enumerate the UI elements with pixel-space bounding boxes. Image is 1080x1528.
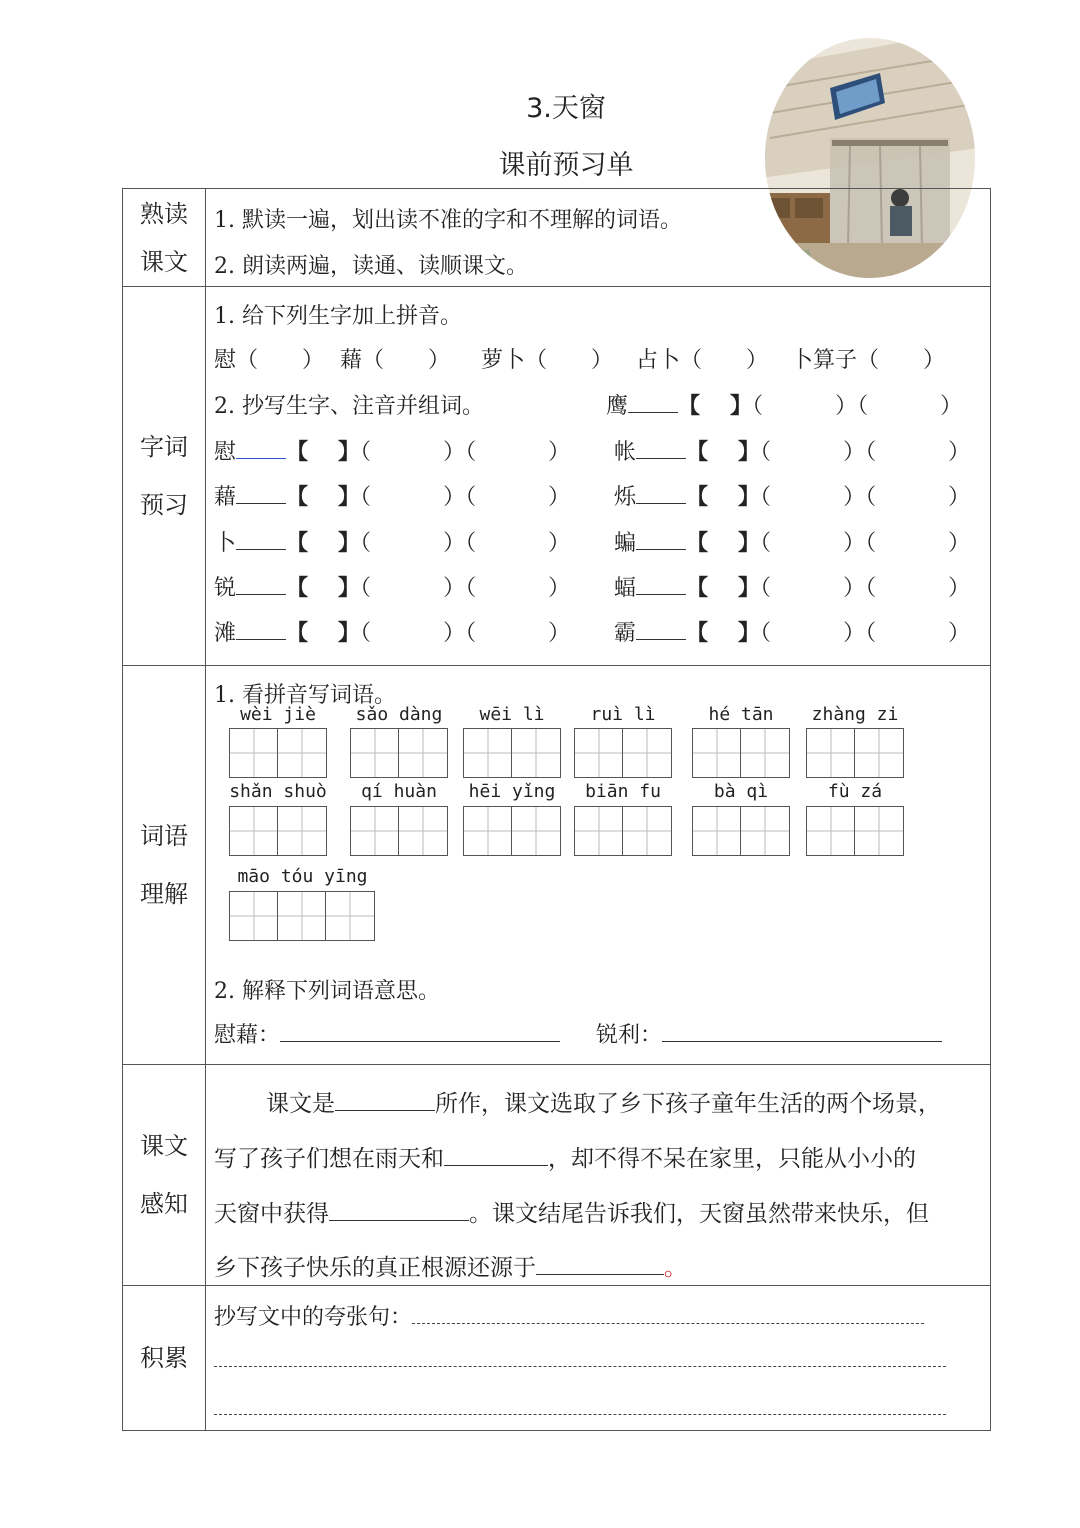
grid-square[interactable] xyxy=(575,729,623,777)
copy-sentence-row xyxy=(214,1348,946,1373)
grid-square[interactable] xyxy=(623,807,671,855)
section-header-read xyxy=(123,189,206,287)
instruction-line: 2. 朗读两遍，读通、读顺课文。 xyxy=(214,254,528,279)
text: 天窗中获得 xyxy=(214,1201,329,1227)
writing-grid[interactable] xyxy=(692,728,790,778)
header-line: 熟读 xyxy=(140,199,188,228)
copy-row: 烁 【 】（ ）（ ） xyxy=(614,485,971,510)
word-pinyin: shǎn shuò xyxy=(229,781,327,802)
grid-square[interactable] xyxy=(807,807,855,855)
grid-square[interactable] xyxy=(741,729,789,777)
writing-grid[interactable] xyxy=(229,728,327,778)
copy-row: 锐 【 】（ ）（ ） xyxy=(214,576,571,601)
text: 。课文结尾告诉我们，天窗虽然带来快乐，但 xyxy=(469,1201,929,1227)
answer-line[interactable] xyxy=(236,438,286,459)
copy-char: 滩 xyxy=(214,621,237,646)
word-pinyin: hēi yǐng xyxy=(468,781,556,802)
grid-square[interactable] xyxy=(741,807,789,855)
word-pinyin: sǎo dàng xyxy=(355,704,443,725)
question-2: 2. 解释下列词语意思。 xyxy=(214,979,440,1004)
worksheet-table xyxy=(122,188,991,1431)
text: 所作，课文选取了乡下孩子童年生活的两个场景， xyxy=(435,1091,941,1117)
copy-row: 藉 【 】（ ）（ ） xyxy=(214,485,571,510)
answer-line[interactable] xyxy=(236,529,286,550)
answer-line[interactable] xyxy=(236,574,286,595)
writing-grid[interactable] xyxy=(350,728,448,778)
question-1: 1. 看拼音写词语。 xyxy=(214,683,396,708)
writing-grid[interactable] xyxy=(806,728,904,778)
writing-grid[interactable] xyxy=(574,728,672,778)
grid-square[interactable] xyxy=(399,729,447,777)
grid-square[interactable] xyxy=(623,729,671,777)
copy-row: 蝙 【 】（ ）（ ） xyxy=(614,531,971,556)
header-line: 字词 xyxy=(140,433,188,461)
paragraph-line xyxy=(214,1249,687,1282)
page-title: 3.天窗 xyxy=(526,93,606,124)
copy-char: 蝙 xyxy=(614,531,637,556)
copy-char: 帐 xyxy=(614,440,637,465)
grid-square[interactable] xyxy=(230,892,278,940)
answer-line[interactable] xyxy=(636,619,686,640)
pinyin-char: 卜算子（ ） xyxy=(791,348,946,373)
paragraph-line xyxy=(266,1085,941,1118)
pinyin-char: 藉（ ） xyxy=(340,348,451,373)
pinyin-char: 占卜（ ） xyxy=(636,348,769,373)
term-label: 慰藉： xyxy=(214,1023,281,1048)
grid-square[interactable] xyxy=(351,807,399,855)
grid-square[interactable] xyxy=(807,729,855,777)
answer-line[interactable] xyxy=(329,1200,469,1221)
copy-row: 霸 【 】（ ）（ ） xyxy=(614,621,971,646)
writing-grid[interactable] xyxy=(574,806,672,856)
dashed-answer-line[interactable] xyxy=(412,1305,924,1324)
grid-square[interactable] xyxy=(399,807,447,855)
writing-grid[interactable] xyxy=(229,891,375,941)
grid-square[interactable] xyxy=(512,729,560,777)
writing-grid[interactable] xyxy=(463,728,561,778)
answer-line[interactable] xyxy=(444,1145,548,1166)
copy-char: 藉 xyxy=(214,485,237,510)
copy-char: 蝠 xyxy=(614,576,637,601)
grid-square[interactable] xyxy=(278,892,326,940)
word-pinyin: wēi lì xyxy=(479,704,545,725)
copy-char: 霸 xyxy=(614,621,637,646)
answer-line[interactable] xyxy=(536,1254,664,1275)
word-pinyin: biān fu xyxy=(585,781,661,802)
pinyin-char: 慰（ ） xyxy=(214,348,325,373)
word-pinyin: hé tān xyxy=(708,704,774,725)
answer-line[interactable] xyxy=(636,574,686,595)
grid-square[interactable] xyxy=(693,807,741,855)
dashed-answer-line[interactable] xyxy=(214,1396,946,1415)
copy-sentence-row xyxy=(214,1300,924,1331)
text: ，却不得不呆在家里，只能从小小的 xyxy=(548,1146,916,1172)
grid-square[interactable] xyxy=(278,807,326,855)
word-pinyin: zhàng zi xyxy=(811,704,899,725)
instruction-line: 1. 默读一遍，划出读不准的字和不理解的词语。 xyxy=(214,208,682,233)
answer-line[interactable] xyxy=(662,1021,942,1042)
grid-square[interactable] xyxy=(278,729,326,777)
writing-grid[interactable] xyxy=(350,806,448,856)
page-subtitle: 课前预习单 xyxy=(498,150,634,181)
copy-row: 滩 【 】（ ）（ ） xyxy=(214,621,571,646)
copy-row: 慰 【 】（ ）（ ） xyxy=(214,440,571,465)
header-line: 词语 xyxy=(140,822,188,850)
word-pinyin: māo tóu yīng xyxy=(237,866,368,887)
question-1: 1. 给下列生字加上拼音。 xyxy=(214,304,462,329)
answer-line[interactable] xyxy=(636,529,686,550)
prompt-label: 抄写文中的夸张句： xyxy=(214,1305,413,1330)
pinyin-char: 萝卜（ ） xyxy=(481,348,614,373)
grid-square[interactable] xyxy=(230,729,278,777)
grid-square[interactable] xyxy=(464,729,512,777)
word-pinyin: ruì lì xyxy=(590,704,656,725)
text: 写了孩子们想在雨天和 xyxy=(214,1146,444,1172)
header-line: 理解 xyxy=(140,880,188,908)
section-header-accumulate xyxy=(123,1286,206,1431)
section-header-perception xyxy=(123,1065,206,1286)
text: 。 xyxy=(664,1255,687,1281)
header-line: 课文 xyxy=(140,1132,188,1160)
grid-square[interactable] xyxy=(575,807,623,855)
text: 乡下孩子快乐的真正根源还源于 xyxy=(214,1255,536,1281)
copy-row: 蝠 【 】（ ）（ ） xyxy=(614,576,971,601)
answer-line[interactable] xyxy=(335,1090,435,1111)
header-line: 课文 xyxy=(140,247,188,276)
answer-line[interactable] xyxy=(280,1021,560,1042)
header-line: 感知 xyxy=(140,1190,188,1218)
answer-line[interactable] xyxy=(636,438,686,459)
section-header-words xyxy=(123,666,206,1065)
copy-row: 鹰 【 】（ ）（ ） xyxy=(606,394,963,419)
grid-square[interactable] xyxy=(693,729,741,777)
word-pinyin: qí huàn xyxy=(361,781,437,802)
grid-square[interactable] xyxy=(464,807,512,855)
copy-char: 慰 xyxy=(214,440,237,465)
writing-grid[interactable] xyxy=(692,806,790,856)
term-label: 锐利： xyxy=(596,1023,663,1048)
answer-line[interactable] xyxy=(236,483,286,504)
grid-square[interactable] xyxy=(230,807,278,855)
writing-grid[interactable] xyxy=(806,806,904,856)
paragraph-line xyxy=(214,1140,916,1173)
writing-grid[interactable] xyxy=(229,806,327,856)
paragraph-line xyxy=(214,1195,929,1228)
copy-char: 锐 xyxy=(214,576,237,601)
text: 课文是 xyxy=(266,1091,335,1117)
writing-grid[interactable] xyxy=(463,806,561,856)
answer-line[interactable] xyxy=(628,392,678,413)
header-line: 积累 xyxy=(140,1344,188,1372)
grid-square[interactable] xyxy=(326,892,374,940)
word-pinyin: bà qì xyxy=(713,781,769,802)
answer-line[interactable] xyxy=(636,483,686,504)
copy-char: 卜 xyxy=(214,531,237,556)
definition-row xyxy=(214,1018,560,1049)
answer-line[interactable] xyxy=(236,619,286,640)
copy-row: 帐 【 】（ ）（ ） xyxy=(614,440,971,465)
grid-square[interactable] xyxy=(855,807,903,855)
dashed-answer-line[interactable] xyxy=(214,1348,946,1367)
grid-square[interactable] xyxy=(512,807,560,855)
section-header-vocab xyxy=(123,287,206,666)
word-pinyin: fù zá xyxy=(827,781,883,802)
definition-row xyxy=(596,1018,942,1049)
grid-square[interactable] xyxy=(855,729,903,777)
copy-char: 鹰 xyxy=(606,394,629,419)
word-pinyin: wèi jiè xyxy=(240,704,316,725)
copy-char: 烁 xyxy=(614,485,637,510)
copy-sentence-row xyxy=(214,1396,946,1421)
header-line: 预习 xyxy=(140,491,188,519)
question-2: 2. 抄写生字、注音并组词。 xyxy=(214,394,484,419)
grid-square[interactable] xyxy=(351,729,399,777)
copy-row: 卜 【 】（ ）（ ） xyxy=(214,531,571,556)
